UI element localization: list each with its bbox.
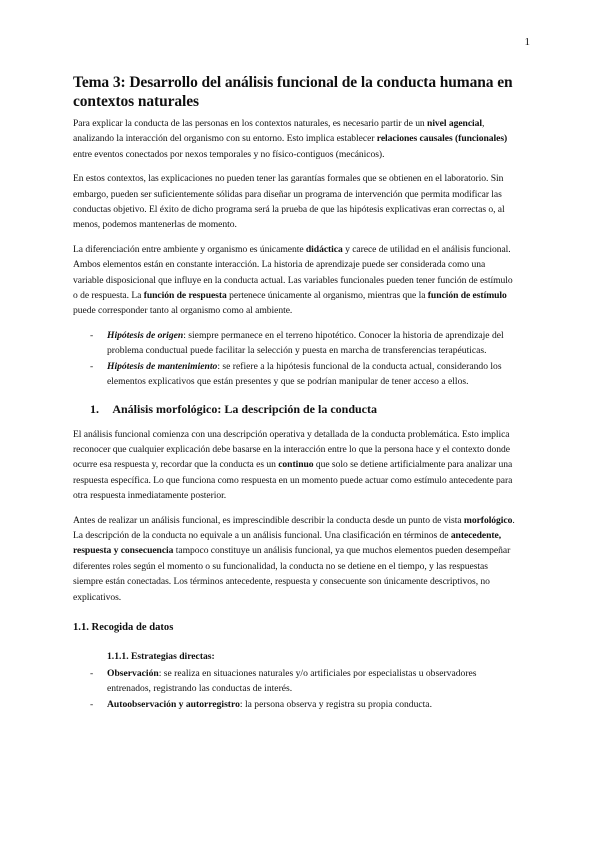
dash-bullet: - <box>90 698 94 710</box>
term-antecedente-respuesta-consecuencia: antecedente, respuesta y consecuencia <box>73 529 502 557</box>
paragraph-contexts: En estos contextos, las explicaciones no pueden tener las garantías formales que se obtienen en el laboratorio. Sin embargo, pueden ser suficientemente sólidas para diseñar un programa de intervención que permita modificar las conductas objetivo. El éxito de dicho programa será la prueba de que las hipótesis explicativas eran correctas o, al menos, podemos mantenerlas de momento. <box>73 173 505 231</box>
term-funcion-respuesta: función de respuesta <box>143 290 227 302</box>
term-nivel-agencial: nivel agencial <box>427 118 483 129</box>
term-hipotesis-mantenimiento: Hipótesis de mantenimiento <box>107 360 218 372</box>
paragraph-functional-analysis: Antes de realizar un análisis funcional, es imprescindible describir la conducta desde un punto de vista morfológico. La descripción de la conducta no equivale a un análisis funcional. Una clasificación en términos de antecedente, respuesta y consecuencia tampoco constituye un análisis funcional, ya que muchos elementos pueden desempeñar diferentes roles según el momento o su funcionalidad, la conducta no se detiene en el tiempo, y las respuestas siempre están conectadas. Los términos antecedente, respuesta y consecuente son únicamente descriptivos, no explicativos. <box>73 514 515 603</box>
paragraph-morphological: El análisis funcional comienza con una descripción operativa y detallada de la conducta problemática. Esto implica reconocer que cualquier explicación debe basarse en la interacción entre lo que la persona hace y el contexto donde ocurre esa respuesta y, recordar que la conducta es un continuo que solo se detiene artificialmente para analizar una respuesta específica. Lo que funciona como respuesta en un momento puede actuar como estímulo antecedente para otra respuesta inmediatamente posterior. <box>73 428 513 502</box>
page-number: 1 <box>524 36 530 48</box>
section-heading-1-1-1: 1.1.1. Estrategias directas: <box>107 650 215 662</box>
term-autoobservacion: Autoobservación y autorregistro <box>107 698 240 710</box>
list-item: - Hipótesis de origen: siempre permanece en el terreno hipotético. Conocer la historia de aprendizaje del problema conductual puede facilitar la selección y puesta en marcha de transferencias terapéuticas. <box>90 329 504 357</box>
hypotheses-list <box>73 328 517 390</box>
term-relaciones-causales: relaciones causales (funcionales) <box>376 133 508 145</box>
dash-bullet: - <box>90 360 94 372</box>
section-heading-1-1: 1.1. Recogida de datos <box>73 621 174 633</box>
term-didactica: didáctica <box>305 243 343 255</box>
list-item: - Autoobservación y autorregistro: la persona observa y registra su propia conducta. <box>73 697 517 712</box>
term-funcion-estimulo: función de estímulo <box>427 290 507 302</box>
strategies-list <box>73 666 517 712</box>
list-item: - Observación: se realiza en situaciones naturales y/o artificiales por especialistas u observadores entrenados, registrando las conductas de interés. <box>90 667 477 695</box>
paragraph-intro: Para explicar la conducta de las personas en los contextos naturales, es necesario partir de un nivel agencial, analizando la interacción del organismo con su entorno. Esto implica establecer relaciones causales (funcionales) entre eventos conectados por nexos temporales y no físico-contiguos (mecánicos). <box>73 118 508 160</box>
document-body <box>73 73 517 712</box>
term-continuo: continuo <box>278 459 314 471</box>
term-observacion: Observación <box>107 667 159 679</box>
section-heading-1: 1. Análisis morfológico: La descripción de la conducta <box>90 401 378 416</box>
dash-bullet: - <box>90 667 94 679</box>
dash-bullet: - <box>90 329 94 341</box>
term-morfologico: morfológico <box>463 514 513 526</box>
page-title: Tema 3: Desarrollo del análisis funcional de la conducta humana en contextos naturales <box>73 74 513 110</box>
term-hipotesis-origen: Hipótesis de origen <box>107 329 184 341</box>
list-item: - Hipótesis de mantenimiento: se refiere a la hipótesis funcional de la conducta actual, considerando los elementos explicativos que están presentes y que se podrían manipular de tener acceso a ellos. <box>90 360 502 388</box>
paragraph-differentiation: La diferenciación entre ambiente y organismo es únicamente didáctica y carece de utilidad en el análisis funcional. Ambos elementos están en constante interacción. La historia de aprendizaje puede ser considerada como una variable disposicional que influye en la conducta actual. Las variables funcionales pueden tener función de estímulo o de respuesta. La función de respuesta pertenece únicamente al organismo, mientras que la función de estímulo puede corresponder tanto al organismo como al ambiente. <box>73 243 513 317</box>
